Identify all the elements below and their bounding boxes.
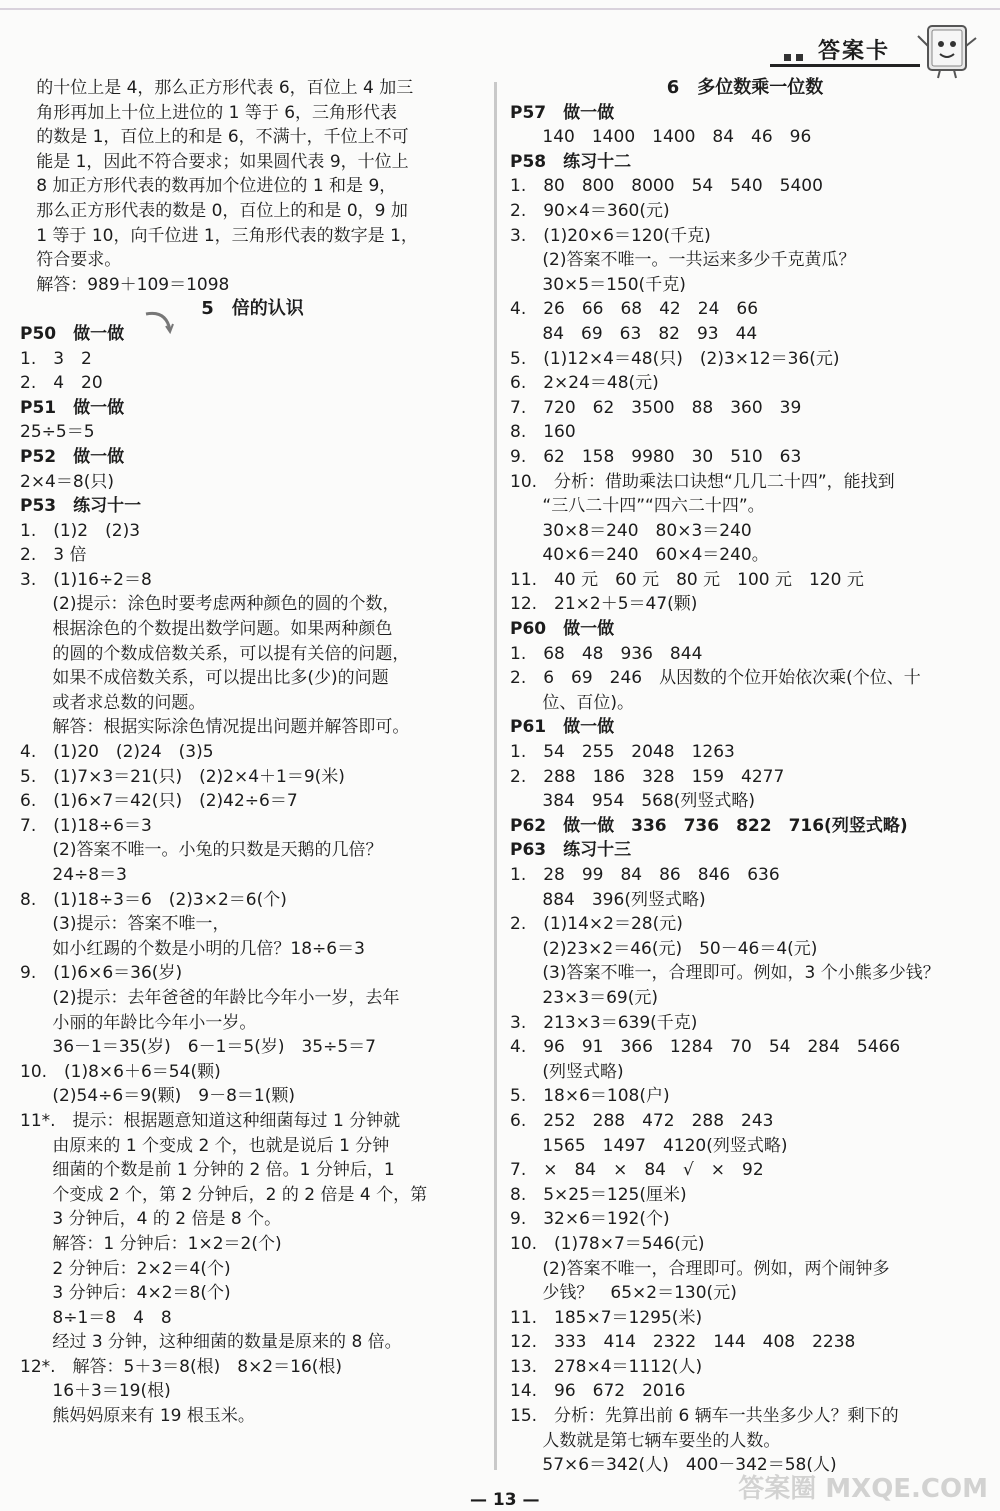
answer-line: 少钱？ 65×2＝130(元) (510, 1283, 737, 1304)
answer-line: 10. 分析：借助乘法口诀想“几几二十四”，能找到 (510, 471, 895, 492)
answer-line: 30×8＝240 80×3＝240 (510, 520, 752, 541)
answer-line: 位、百位)。 (510, 692, 635, 713)
right-answer-column (510, 76, 980, 1478)
exercise-heading: P58 练习十二 (510, 151, 632, 172)
answer-line: 9. 32×6＝192(个) (510, 1209, 670, 1230)
answer-line: “三八二十四”“四六二十四”。 (510, 496, 765, 517)
exercise-heading: P61 做一做 (510, 717, 615, 738)
answer-line: 36－1＝35(岁) 6－1＝5(岁) 35÷5＝7 (20, 1037, 376, 1058)
answer-line: 4. (1)20 (2)24 (3)5 (20, 742, 214, 763)
answer-line: 24÷8＝3 (20, 865, 127, 885)
answer-line: 10. (1)78×7＝546(元) (510, 1233, 705, 1254)
header-square-decoration (796, 54, 803, 61)
answer-line: 40×6＝240 60×4＝240。 (510, 545, 769, 566)
answer-line: 2 分钟后：2×2＝4(个) (20, 1258, 231, 1279)
column-divider (494, 82, 497, 1470)
answer-line: (2)23×2＝46(元) 50－46＝4(元) (510, 938, 818, 959)
answer-line: 1565 1497 4120(列竖式略) (510, 1135, 788, 1156)
answer-line: 16＋3＝19(根) (20, 1381, 171, 1402)
answer-line: 1. 3 2 (20, 348, 92, 369)
exercise-heading: P62 做一做 336 736 822 716(列竖式略) (510, 815, 908, 836)
answer-line: (2)答案不唯一，合理即可。例如，两个闹钟多 (510, 1258, 890, 1279)
answer-line: 1. 80 800 8000 54 540 5400 (510, 176, 823, 197)
answer-line: 5. (1)12×4＝48(只) (2)3×12＝36(元) (510, 348, 840, 369)
exercise-heading: P51 做一做 (20, 397, 125, 418)
header-square-decoration (784, 54, 791, 61)
exercise-heading: P63 练习十三 (510, 840, 632, 861)
section-title: 5 倍的认识 (201, 298, 304, 320)
answer-line: 的十位上是 4，那么正方形代表 6，百位上 4 加三 (20, 78, 414, 98)
answer-line: 6. (1)6×7＝42(只) (2)42÷6＝7 (20, 791, 298, 812)
answer-line: 15. 分析：先算出前 6 辆车一共坐多少人？剩下的 (510, 1406, 899, 1427)
answer-line: 由原来的 1 个变成 2 个，也就是说后 1 分钟 (20, 1135, 390, 1156)
answer-line: 解答：1 分钟后：1×2＝2(个) (20, 1233, 282, 1254)
answer-line: 如小红踢的个数是小明的几倍？18÷6＝3 (20, 938, 365, 959)
answer-line: 1. 28 99 84 86 846 636 (510, 865, 780, 885)
answer-line: 8÷1＝8 4 8 (20, 1307, 172, 1328)
answer-line: 2. 288 186 328 159 4277 (510, 766, 785, 787)
answer-line: (列竖式略) (510, 1061, 624, 1082)
answer-line: 384 954 568(列竖式略) (510, 791, 756, 812)
answer-line: 7. 720 62 3500 88 360 39 (510, 397, 802, 418)
answer-line: 能是 1，因此不符合要求；如果圆代表 9，十位上 (20, 151, 409, 172)
answer-line: (2)答案不唯一。一共运来多少千克黄瓜？ (510, 250, 856, 271)
answer-line: 10. (1)8×6＋6＝54(颗) (20, 1061, 221, 1082)
answer-line: (2)提示：去年爸爸的年龄比今年小一岁，去年 (20, 987, 400, 1008)
answer-line: 8 加正方形代表的数再加个位进位的 1 和是 9， (20, 176, 397, 197)
answer-line: 角形再加上十位上进位的 1 等于 6，三角形代表 (20, 102, 398, 123)
answer-line: 9. (1)6×6＝36(岁) (20, 963, 183, 984)
answer-line: (2)答案不唯一。小兔的只数是天鹅的几倍？ (20, 840, 383, 861)
answer-line: 根据涂色的个数提出数学问题。如果两种颜色 (20, 619, 393, 640)
answer-line: 25÷5＝5 (20, 422, 95, 443)
answer-line: 的数是 1，百位上的和是 6，不满十，千位上不可 (20, 127, 409, 148)
answer-line: 5. 18×6＝108(户) (510, 1086, 670, 1107)
answer-line: 2. 6 69 246 从因数的个位开始依次乘(个位、十 (510, 668, 921, 689)
answer-line: 细菌的个数是前 1 分钟的 2 倍。1 分钟后，1 (20, 1160, 395, 1181)
answer-line: 8. 160 (510, 422, 576, 443)
answer-line: (2)提示：涂色时要考虑两种颜色的圆的个数， (20, 594, 400, 615)
answer-line: 3. (1)20×6＝120(千克) (510, 225, 711, 246)
answer-line: 小丽的年龄比今年小一岁。 (20, 1012, 257, 1033)
answer-line: 1. 54 255 2048 1263 (510, 742, 735, 763)
answer-line: 熊妈妈原来有 19 根玉米。 (20, 1406, 255, 1427)
watermark: 答案圈 MXQE.COM (738, 1474, 988, 1504)
answer-line: 的圆的个数成倍数关系，可以提有关倍的问题， (20, 643, 410, 664)
answer-line: 884 396(列竖式略) (510, 889, 706, 910)
answer-line: 4. 26 66 68 42 24 66 (510, 299, 759, 320)
answer-line: 11. 40 元 60 元 80 元 100 元 120 元 (510, 569, 864, 590)
answer-line: 140 1400 1400 84 46 96 (510, 127, 812, 148)
exercise-heading: P60 做一做 (510, 619, 615, 640)
top-border-line (0, 8, 1000, 10)
answer-line: 人数就是第七辆车要坐的人数。 (510, 1430, 781, 1451)
answer-line: 2. 4 20 (20, 373, 103, 394)
answer-line: 57×6＝342(人) 400－342＝58(人) (510, 1455, 837, 1476)
answer-line: 3. (1)16÷2＝8 (20, 569, 152, 590)
exercise-heading: P52 做一做 (20, 446, 125, 467)
section-title: 6 多位数乘一位数 (666, 77, 824, 98)
answer-line: (3)答案不唯一，合理即可。例如，3 个小熊多少钱？ (510, 963, 940, 984)
answer-line: 解答：根据实际涂色情况提出问题并解答即可。 (20, 717, 410, 738)
answer-line: 7. (1)18÷6＝3 (20, 815, 152, 836)
answer-line: 2. 90×4＝360(元) (510, 200, 670, 221)
answer-line: 7. × 84 × 84 √ × 92 (510, 1160, 764, 1181)
answer-line: 9. 62 158 9980 30 510 63 (510, 446, 802, 467)
page-number: — 13 — (470, 1490, 540, 1510)
answer-line: 30×5＝150(千克) (510, 274, 686, 295)
answer-line: 或者求总数的问题。 (20, 692, 206, 713)
answer-line: 2. (1)14×2＝28(元) (510, 914, 683, 935)
answer-line: 5. (1)7×3＝21(只) (2)2×4＋1＝9(米) (20, 766, 345, 787)
answer-line: 8. 5×25＝125(厘米) (510, 1184, 687, 1205)
answer-line: 13. 278×4＝1112(人) (510, 1356, 703, 1377)
answer-line: 符合要求。 (20, 250, 122, 271)
answer-line: 11. 185×7＝1295(米) (510, 1307, 703, 1328)
answer-line: 4. 96 91 366 1284 70 54 284 5466 (510, 1037, 901, 1058)
book-mascot-icon (912, 16, 982, 82)
header-title: 答案卡 (817, 39, 890, 64)
answer-line: 2. 3 倍 (20, 545, 87, 566)
answer-line: 6. 2×24＝48(元) (510, 373, 659, 394)
answer-line: 11*. 提示：根据题意知道这种细菌每过 1 分钟就 (20, 1110, 401, 1131)
header-underline (770, 64, 920, 67)
left-answer-column (20, 76, 485, 1429)
answer-line: 3 分钟后，4 的 2 倍是 8 个。 (20, 1209, 282, 1230)
answer-line: 12. 21×2＋5＝47(颗) (510, 594, 698, 615)
answer-line: 2×4＝8(只) (20, 471, 114, 492)
answer-line: (3)提示：答案不唯一， (20, 914, 230, 935)
answer-line: 3 分钟后：4×2＝8(个) (20, 1283, 231, 1304)
answer-line: 12. 333 414 2322 144 408 2238 (510, 1332, 856, 1353)
answer-line: 经过 3 分钟，这种细菌的数量是原来的 8 倍。 (20, 1332, 402, 1353)
answer-line: 解答：989＋109＝1098 (20, 274, 230, 295)
answer-line: 那么正方形代表的数是 0，百位上的和是 0，9 加 (20, 200, 408, 221)
answer-line: 1. 68 48 936 844 (510, 643, 703, 664)
answer-line: 1 等于 10，向千位进 1，三角形代表的数字是 1， (20, 225, 418, 246)
answer-line: 1. (1)2 (2)3 (20, 520, 141, 541)
answer-line: 8. (1)18÷3＝6 (2)3×2＝6(个) (20, 889, 287, 910)
answer-line: 84 69 63 82 93 44 (510, 323, 758, 344)
exercise-heading: P53 练习十一 (20, 496, 142, 517)
answer-line: 3. 213×3＝639(千克) (510, 1012, 698, 1033)
exercise-heading: P57 做一做 (510, 102, 615, 123)
answer-line: 14. 96 672 2016 (510, 1381, 686, 1402)
answer-line: 如果不成倍数关系，可以提出比多(少)的问题 (20, 668, 389, 689)
answer-line: 23×3＝69(元) (510, 987, 659, 1008)
answer-line: (2)54÷6＝9(颗) 9－8＝1(颗) (20, 1086, 295, 1107)
answer-line: 6. 252 288 472 288 243 (510, 1110, 774, 1131)
answer-line: 12*. 解答：5＋3＝8(根) 8×2＝16(根) (20, 1356, 343, 1377)
exercise-heading: P50 做一做 (20, 323, 125, 344)
answer-line: 个变成 2 个，第 2 分钟后，2 的 2 倍是 4 个，第 (20, 1184, 428, 1205)
